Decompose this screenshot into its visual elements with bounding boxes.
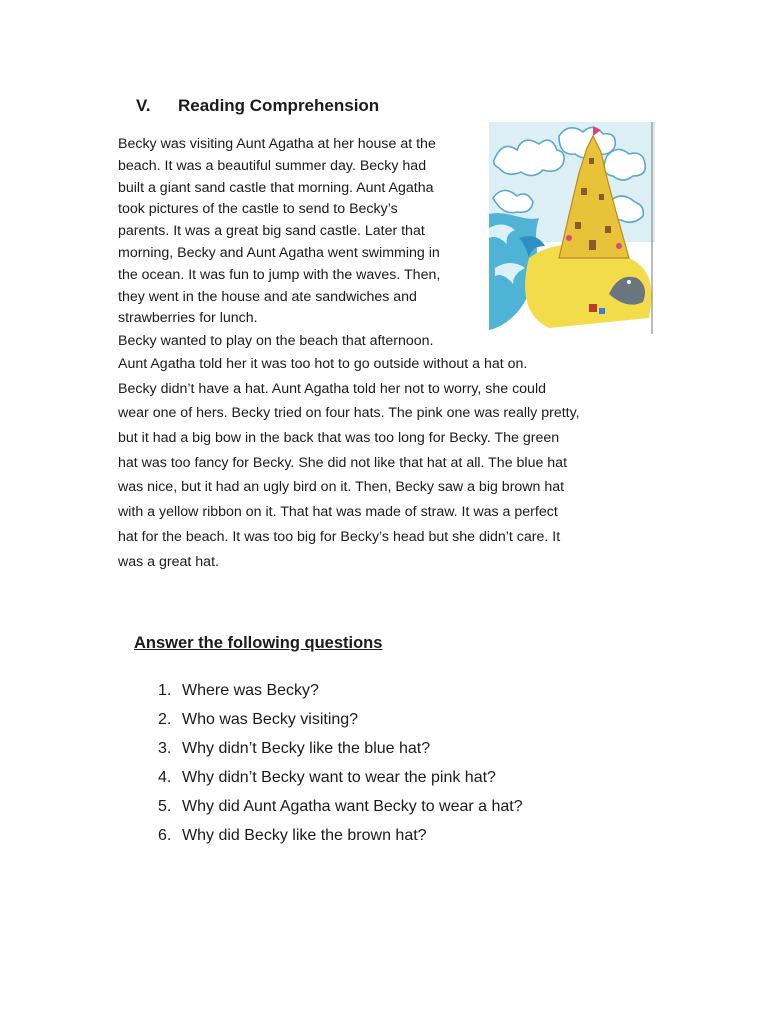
question-number: 2. [158,711,172,728]
question-item [158,705,523,734]
question-item [158,821,523,850]
passage-line: but it had a big bow in the back that was too long for Becky. The green [118,430,560,447]
passage-line: took pictures of the castle to send to Becky’s [118,201,398,218]
question-text: Who was Becky visiting? [182,711,359,728]
question-item [158,763,523,792]
illustration-svg [489,118,655,336]
passage-paragraph-bottom [118,330,658,574]
passage-line: strawberries for lunch. [118,310,258,327]
questions-heading: Answer the following questions [134,634,383,652]
passage-line: the ocean. It was fun to jump with the waves. Then, [118,266,441,283]
passage-paragraph-top [118,134,488,330]
questions-list [158,676,523,850]
question-text: Where was Becky? [182,682,319,699]
section-heading [136,96,379,116]
question-text: Why did Aunt Agatha want Becky to wear a hat? [182,798,523,815]
passage-line: hat was too fancy for Becky. She did not like that hat at all. The blue hat [118,454,568,471]
question-item [158,676,523,705]
question-item [158,792,523,821]
passage-line: was a great hat. [118,553,219,570]
passage-line: with a yellow ribbon on it. That hat was made of straw. It was a perfect [118,504,558,521]
section-number: V. [136,96,151,115]
passage-line: they went in the house and ate sandwiches and [118,288,417,305]
question-number: 5. [158,798,172,815]
question-number: 6. [158,827,172,844]
passage-line: morning, Becky and Aunt Agatha went swimming in [118,244,440,261]
passage-line: parents. It was a great big sand castle. Later that [118,223,425,240]
passage-line: Becky wanted to play on the beach that afternoon. [118,333,434,349]
question-item [158,734,523,763]
question-number: 1. [158,682,172,699]
question-text: Why didn’t Becky like the blue hat? [182,740,431,757]
question-text: Why did Becky like the brown hat? [182,827,427,844]
passage-line: built a giant sand castle that morning. Aunt Agatha [118,179,434,196]
section-title: Reading Comprehension [178,96,380,115]
passage-line: was nice, but it had an ugly bird on it. Then, Becky saw a big brown hat [118,479,565,496]
passage-line: wear one of hers. Becky tried on four hats. The pink one was really pretty, [118,405,580,422]
passage-line: Aunt Agatha told her it was too hot to go outside without a hat on. [118,356,528,372]
passage-line: hat for the beach. It was too big for Becky’s head but she didn’t care. It [118,528,561,545]
passage-line: Becky was visiting Aunt Agatha at her house at the [118,136,436,152]
question-text: Why didn’t Becky want to wear the pink hat? [182,769,496,786]
passage-line: Becky didn’t have a hat. Aunt Agatha told her not to worry, she could [118,380,546,397]
question-number: 4. [158,769,172,786]
passage-line: beach. It was a beautiful summer day. Becky had [118,157,427,174]
sand-castle-beach-illustration [489,118,655,336]
question-number: 3. [158,740,172,757]
